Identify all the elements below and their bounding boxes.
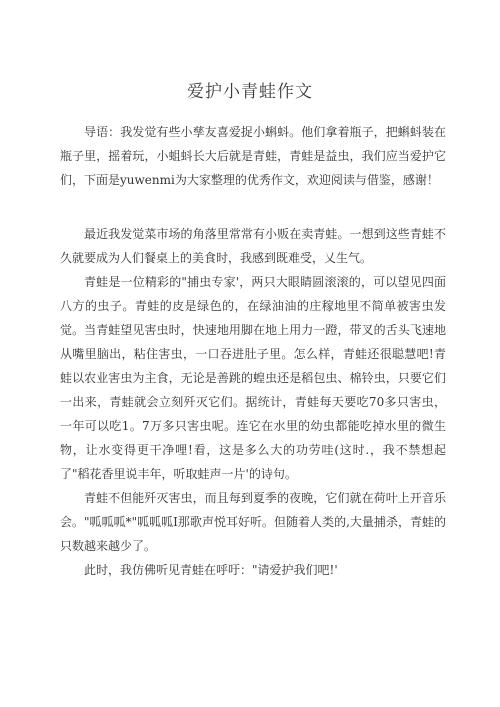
intro-paragraph: 导语：我发觉有些小孳友喜爱捉小蝌蚪。他们拿着瓶子，把蝌蚪装在瓶子里，摇着玩，小蛆蚪长大后就是青蛙，青蛙是益虫，我们应当爱护它们，下面是yuwenmi为大家整理的优秀作文，欢迎阅读与借鉴，感谢！ bbox=[60, 125, 446, 187]
page-title: 爱护小青蛙作文 bbox=[187, 82, 313, 102]
essay-paragraph-4: 此时，我仿佛听见青蛙在呼吁："请爱护我们吧!' bbox=[84, 563, 338, 577]
essay-paragraph-1: 最近我发觉菜市场的角落里常常有小贩在卖青蛙。一想到这些青蛙不久就要成为人们餐桌上的美食时，我感到既难受，乂生气。 bbox=[60, 227, 446, 265]
essay-body bbox=[60, 222, 446, 582]
essay-paragraph-2: 青蛙是一位精彩的"捕虫专家'，两只大眼睛圆滚滚的，可以望见四面八方的虫子。青蛙的皮是绿色的，在绿油油的庄稼地里不简单被害虫发觉。当青蛙望见害虫时，快速地用脚在地上用力一蹬，带叉的舌头飞速地从嘴里脑出，粘住害虫，一口吞进肚子里。怎么样，青蛙还很聪慧吧!青蛙以农业害虫为主食，无论是善跳的蝗虫还是稻包虫、棉铃虫，只要它们一出来，青蛙就会立刻歼灭它们。据统计，青蛙每天要吃70多只害虫，一年可以吃1。7万多只害虫呢。连它在水里的幼虫都能吃掉水里的微生物，让水变得更干净哩!看，这是多么大的功劳哇(这时.，我不禁想起了"稻花香里说丰年，听取蛙声一片'的诗句。 bbox=[60, 275, 446, 481]
intro-section bbox=[60, 120, 446, 192]
essay-paragraph-3: 青蛙不但能歼灭害虫，而且每到夏季的夜晚，它们就在荷叶上开音乐会。"呱呱呱*"呱呱呱I那歌声悦耳好听。但随着人类的,大量捕杀，青蛙的只数越来越少了。 bbox=[60, 491, 446, 553]
